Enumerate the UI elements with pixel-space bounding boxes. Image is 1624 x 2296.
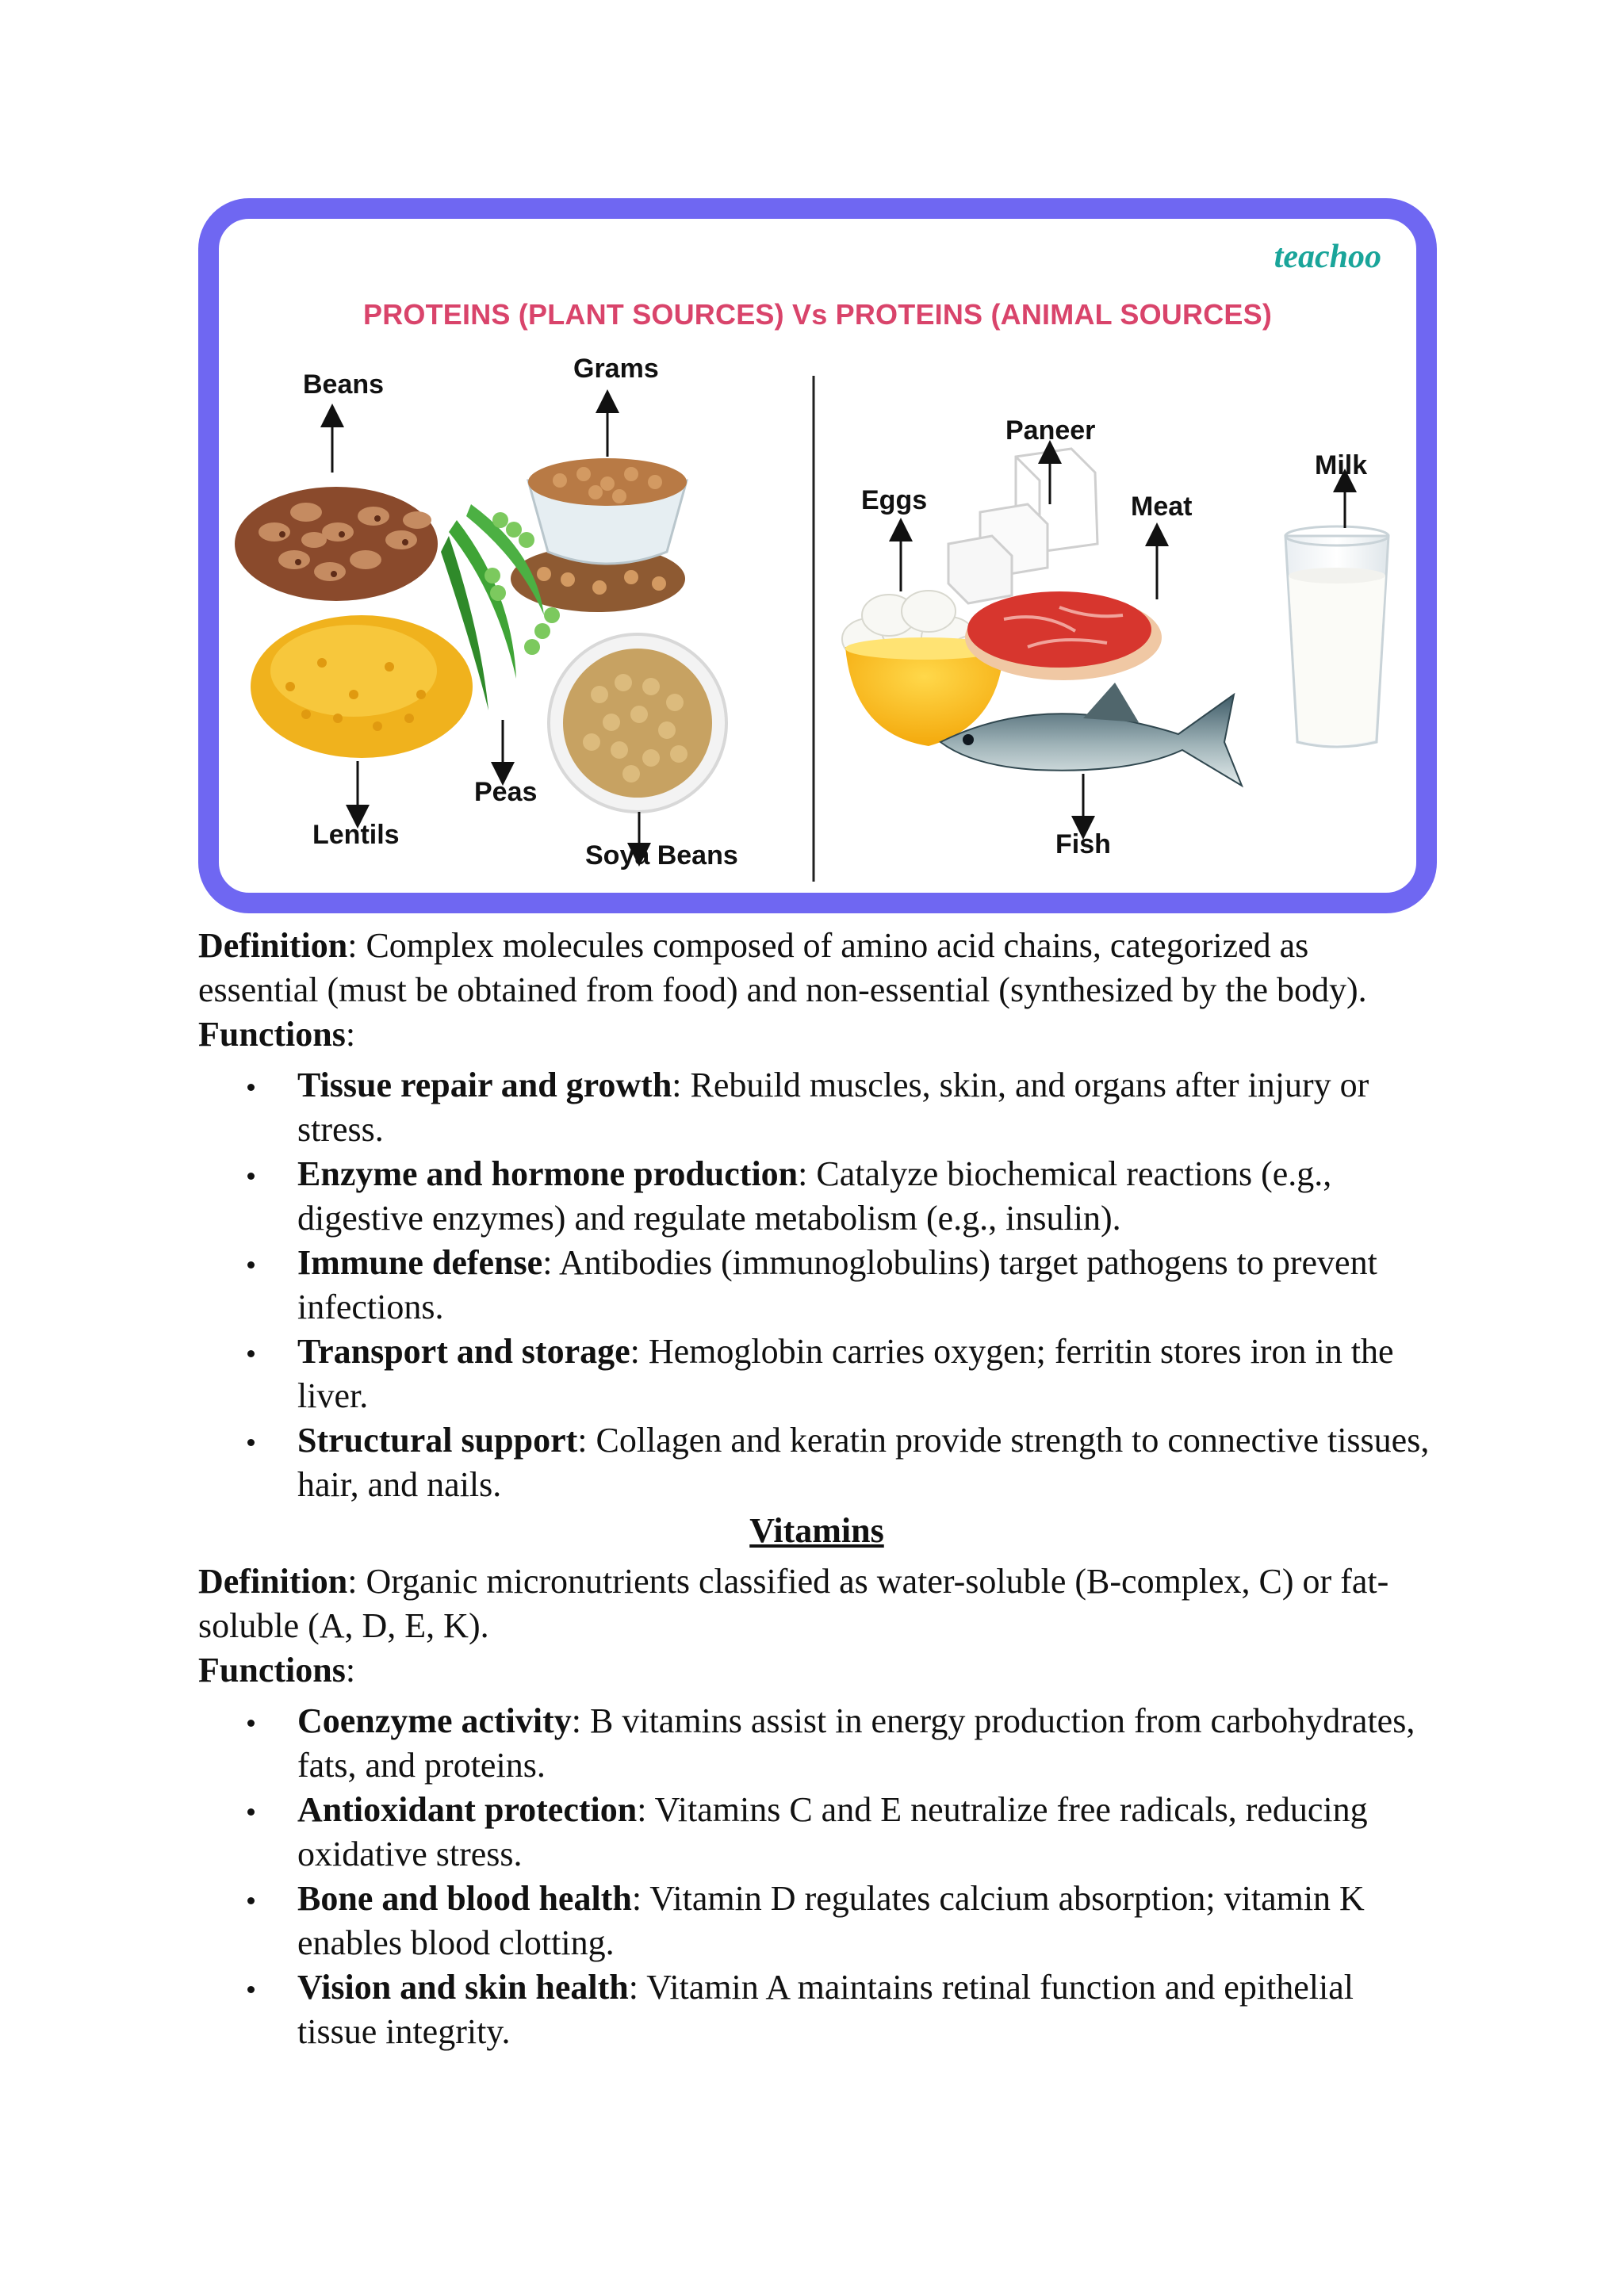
meat-image <box>965 591 1162 680</box>
label-milk: Milk <box>1315 450 1368 480</box>
proteins-definition <box>198 924 1435 1012</box>
teachoo-logo: teachoo <box>1274 239 1381 275</box>
label-peas: Peas <box>474 777 538 807</box>
bullet-icon <box>247 1350 255 1357</box>
list-item: Tissue repair and growth: Rebuild muscles, skin, and organs after injury or stress. <box>198 1063 1435 1152</box>
label-grams: Grams <box>573 354 659 384</box>
list-item: Enzyme and hormone production: Catalyze biochemical reactions (e.g., digestive enzymes) and regulate metabolism (e.g., insulin). <box>198 1152 1435 1241</box>
lentils-image <box>251 615 473 758</box>
label-paneer: Paneer <box>1005 415 1096 446</box>
proteins-functions-list <box>198 1063 1435 1507</box>
list-item: Bone and blood health: Vitamin D regulates calcium absorption; vitamin K enables blood clotting. <box>198 1877 1435 1965</box>
definition-label: Definition <box>198 926 348 965</box>
definition-text: : Complex molecules composed of amino acid chains, categorized as essential (must be obtained from food) and non-essential (synthesized by the body). <box>198 926 1367 1009</box>
vitamins-functions-list <box>198 1699 1435 2054</box>
label-soya-beans: Soya Beans <box>585 840 738 871</box>
list-item: Immune defense: Antibodies (immunoglobulins) target pathogens to prevent infections. <box>198 1241 1435 1330</box>
label-meat: Meat <box>1131 492 1193 522</box>
figure-title: PROTEINS (PLANT SOURCES) Vs PROTEINS (ANIMAL SOURCES) <box>362 298 1273 331</box>
bullet-icon <box>247 1261 255 1269</box>
vitamins-definition <box>198 1559 1435 1648</box>
bullet-icon <box>247 1439 255 1446</box>
list-item: Structural support: Collagen and keratin provide strength to connective tissues, hair, and nails. <box>198 1418 1435 1507</box>
bullet-icon <box>247 1808 255 1816</box>
definition-label: Definition <box>198 1562 348 1601</box>
bullet-icon <box>247 1720 255 1727</box>
protein-sources-figure <box>198 198 1437 913</box>
bullet-icon <box>247 1084 255 1091</box>
bullet-icon <box>247 1173 255 1180</box>
vitamins-functions-heading: Functions: <box>198 1651 356 1689</box>
soya-beans-image <box>549 634 726 812</box>
beans-image <box>235 487 438 601</box>
list-item: Antioxidant protection: Vitamins C and E neutralize free radicals, reducing oxidative stress. <box>198 1788 1435 1877</box>
proteins-functions-heading: Functions: <box>198 1015 356 1054</box>
paneer-image <box>948 449 1097 603</box>
label-beans: Beans <box>303 369 385 400</box>
bullet-icon <box>247 1986 255 1993</box>
milk-glass-image <box>1285 526 1388 747</box>
list-item: Transport and storage: Hemoglobin carries oxygen; ferritin stores iron in the liver. <box>198 1330 1435 1418</box>
definition-text: : Organic micronutrients classified as water-soluble (B-complex, C) or fat-soluble (A, D, E, K). <box>198 1562 1389 1645</box>
document-body <box>198 924 1435 2054</box>
label-lentils: Lentils <box>312 820 400 850</box>
label-eggs: Eggs <box>861 485 928 515</box>
bullet-icon <box>247 1897 255 1904</box>
label-fish: Fish <box>1055 829 1111 859</box>
vitamins-section-title: Vitamins <box>749 1511 884 1550</box>
list-item: Vision and skin health: Vitamin A maintains retinal function and epithelial tissue integrity. <box>198 1965 1435 2054</box>
list-item: Coenzyme activity: B vitamins assist in energy production from carbohydrates, fats, and proteins. <box>198 1699 1435 1788</box>
